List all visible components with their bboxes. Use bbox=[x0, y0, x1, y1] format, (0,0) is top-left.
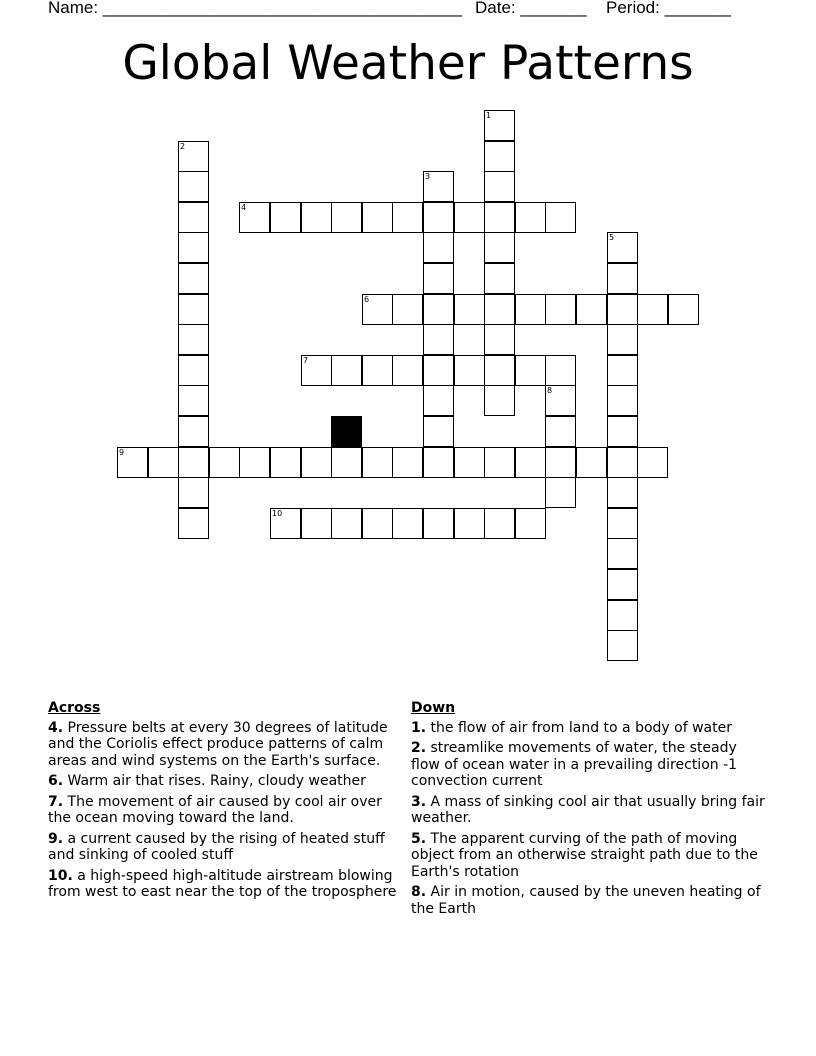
clue-text: The apparent curving of the path of moving object from an otherwise straight path due to the Earth's rotation bbox=[411, 830, 758, 880]
clue-text: Pressure belts at every 30 degrees of latitude and the Coriolis effect produce patterns of calm areas and wind systems on the Earth's surface. bbox=[48, 719, 388, 769]
grid-cell[interactable] bbox=[607, 232, 638, 263]
grid-cell[interactable] bbox=[484, 385, 515, 416]
grid-cell[interactable] bbox=[239, 202, 270, 233]
across-clue bbox=[48, 773, 406, 790]
grid-cell[interactable] bbox=[178, 294, 209, 325]
grid-cell[interactable] bbox=[607, 416, 638, 447]
grid-cell[interactable] bbox=[484, 508, 515, 539]
grid-cell[interactable] bbox=[117, 447, 148, 478]
down-heading: Down bbox=[411, 700, 456, 716]
grid-cell[interactable] bbox=[484, 171, 515, 202]
across-clue bbox=[48, 720, 406, 770]
clue-number: 6. bbox=[48, 773, 64, 789]
grid-cell[interactable] bbox=[515, 447, 546, 478]
grid-cell[interactable] bbox=[362, 508, 393, 539]
grid-cell[interactable] bbox=[301, 202, 332, 233]
grid-cell[interactable] bbox=[178, 416, 209, 447]
grid-cell[interactable] bbox=[423, 294, 454, 325]
down-clues bbox=[411, 700, 769, 921]
clue-number: 1. bbox=[411, 719, 427, 736]
clue-text: A mass of sinking cool air that usually bring fair weather. bbox=[411, 793, 765, 826]
clue-text: a current caused by the rising of heated stuff and sinking of cooled stuff bbox=[48, 830, 385, 863]
grid-cell[interactable] bbox=[362, 447, 393, 478]
grid-cell[interactable] bbox=[178, 324, 209, 355]
grid-cell[interactable] bbox=[392, 447, 423, 478]
grid-cell[interactable] bbox=[545, 477, 576, 508]
clue-number: 8. bbox=[411, 884, 427, 900]
grid-cell[interactable] bbox=[423, 508, 454, 539]
grid-cell[interactable] bbox=[178, 447, 209, 478]
clue-text: The movement of air caused by cool air over the ocean moving toward the land. bbox=[48, 793, 382, 826]
grid-cell[interactable] bbox=[545, 355, 576, 386]
grid-cell[interactable] bbox=[607, 538, 638, 569]
grid-cell[interactable] bbox=[423, 171, 454, 202]
clue-text: the flow of air from land to a body of water bbox=[430, 719, 732, 736]
grid-cell[interactable] bbox=[362, 202, 393, 233]
grid-cell[interactable] bbox=[301, 447, 332, 478]
grid-cell[interactable] bbox=[178, 263, 209, 294]
grid-cell[interactable] bbox=[545, 447, 576, 478]
clue-number: 8 bbox=[547, 386, 553, 395]
clue-number: 7. bbox=[48, 793, 64, 810]
grid-cell[interactable] bbox=[484, 141, 515, 172]
grid-cell[interactable] bbox=[515, 355, 546, 386]
across-clue bbox=[48, 868, 406, 901]
clue-number: 1 bbox=[486, 111, 492, 120]
across-clue bbox=[48, 794, 406, 827]
grid-cell[interactable] bbox=[331, 355, 362, 386]
clue-number: 10. bbox=[48, 867, 73, 884]
grid-cell[interactable] bbox=[545, 385, 576, 416]
grid-cell[interactable] bbox=[392, 508, 423, 539]
grid-cell[interactable] bbox=[148, 447, 179, 478]
grid-cell[interactable] bbox=[515, 202, 546, 233]
grid-cell[interactable] bbox=[239, 447, 270, 478]
grid-cell[interactable] bbox=[607, 630, 638, 661]
grid-cell[interactable] bbox=[454, 508, 485, 539]
grid-cell[interactable] bbox=[301, 508, 332, 539]
page-title: Global Weather Patterns bbox=[122, 36, 694, 91]
name-field-label[interactable]: Name: ______________________________________ bbox=[48, 0, 463, 17]
grid-cell[interactable] bbox=[454, 355, 485, 386]
grid-cell[interactable] bbox=[607, 477, 638, 508]
clue-number: 10 bbox=[272, 509, 283, 518]
across-clues bbox=[48, 700, 406, 905]
grid-cell[interactable] bbox=[178, 141, 209, 172]
grid-cell[interactable] bbox=[607, 385, 638, 416]
grid-cell[interactable] bbox=[454, 202, 485, 233]
grid-cell[interactable] bbox=[423, 324, 454, 355]
grid-cell[interactable] bbox=[392, 355, 423, 386]
grid-cell[interactable] bbox=[392, 202, 423, 233]
clue-number: 9. bbox=[48, 830, 64, 847]
clue-number: 7 bbox=[303, 356, 309, 365]
clue-text: streamlike movements of water, the steady flow of ocean water in a prevailing direction -1 convection current bbox=[411, 740, 738, 789]
down-clue bbox=[411, 884, 769, 917]
grid-cell[interactable] bbox=[607, 355, 638, 386]
grid-cell[interactable] bbox=[454, 447, 485, 478]
grid-cell[interactable] bbox=[607, 508, 638, 539]
period-field-label[interactable]: Period: _______ bbox=[606, 0, 731, 17]
grid-cell[interactable] bbox=[637, 447, 668, 478]
clue-number: 3 bbox=[425, 172, 431, 181]
clue-number: 5 bbox=[609, 233, 615, 242]
clue-number: 6 bbox=[364, 295, 370, 304]
clue-text: Warm air that rises. Rainy, cloudy weather bbox=[67, 773, 366, 789]
clue-text: Air in motion, caused by the uneven heating of the Earth bbox=[411, 884, 761, 917]
grid-cell[interactable] bbox=[484, 110, 515, 141]
grid-cell[interactable] bbox=[178, 508, 209, 539]
grid-cell[interactable] bbox=[484, 202, 515, 233]
grid-cell[interactable] bbox=[423, 385, 454, 416]
clue-number: 4. bbox=[48, 719, 64, 736]
grid-cell[interactable] bbox=[423, 416, 454, 447]
grid-cell[interactable] bbox=[607, 447, 638, 478]
grid-cell[interactable] bbox=[178, 232, 209, 263]
clue-number: 9 bbox=[119, 448, 125, 457]
grid-cell[interactable] bbox=[607, 294, 638, 325]
grid-cell[interactable] bbox=[515, 294, 546, 325]
grid-cell[interactable] bbox=[392, 294, 423, 325]
grid-cell[interactable] bbox=[362, 355, 393, 386]
grid-cell[interactable] bbox=[607, 263, 638, 294]
grid-cell[interactable] bbox=[423, 447, 454, 478]
grid-cell[interactable] bbox=[270, 447, 301, 478]
clue-number: 4 bbox=[241, 203, 247, 212]
grid-cell[interactable] bbox=[209, 447, 240, 478]
across-clue bbox=[48, 831, 406, 864]
grid-cell[interactable] bbox=[668, 294, 699, 325]
grid-cell[interactable] bbox=[637, 294, 668, 325]
grid-cell[interactable] bbox=[545, 416, 576, 447]
clue-number: 2. bbox=[411, 740, 427, 756]
grid-cell[interactable] bbox=[331, 202, 362, 233]
grid-cell[interactable] bbox=[545, 294, 576, 325]
grid-cell[interactable] bbox=[545, 202, 576, 233]
down-clue bbox=[411, 831, 769, 881]
across-heading: Across bbox=[48, 700, 101, 716]
grid-cell[interactable] bbox=[607, 324, 638, 355]
grid-cell[interactable] bbox=[331, 508, 362, 539]
grid-cell[interactable] bbox=[484, 324, 515, 355]
grid-cell[interactable] bbox=[607, 569, 638, 600]
grid-cell[interactable] bbox=[515, 508, 546, 539]
down-clue bbox=[411, 794, 769, 827]
clue-text: a high-speed high-altitude airstream blowing from west to east near the top of the troposphere bbox=[48, 867, 397, 900]
grid-cell[interactable] bbox=[484, 232, 515, 263]
grid-cell[interactable] bbox=[423, 355, 454, 386]
date-field-label[interactable]: Date: _______ bbox=[475, 0, 587, 17]
grid-cell[interactable] bbox=[484, 447, 515, 478]
grid-cell[interactable] bbox=[178, 171, 209, 202]
grid-cell[interactable] bbox=[178, 355, 209, 386]
grid-cell[interactable] bbox=[301, 355, 332, 386]
black-cell bbox=[331, 416, 362, 447]
grid-cell[interactable] bbox=[484, 263, 515, 294]
grid-cell[interactable] bbox=[178, 202, 209, 233]
grid-cell[interactable] bbox=[270, 202, 301, 233]
grid-cell[interactable] bbox=[576, 294, 607, 325]
grid-cell[interactable] bbox=[178, 477, 209, 508]
grid-cell[interactable] bbox=[423, 202, 454, 233]
clue-number: 3. bbox=[411, 793, 427, 810]
down-clue bbox=[411, 740, 769, 790]
grid-cell[interactable] bbox=[331, 447, 362, 478]
grid-cell[interactable] bbox=[423, 232, 454, 263]
grid-cell[interactable] bbox=[484, 294, 515, 325]
grid-cell[interactable] bbox=[362, 294, 393, 325]
grid-cell[interactable] bbox=[576, 447, 607, 478]
clue-number: 2 bbox=[180, 142, 186, 151]
grid-cell[interactable] bbox=[178, 385, 209, 416]
grid-cell[interactable] bbox=[484, 355, 515, 386]
grid-cell[interactable] bbox=[423, 263, 454, 294]
grid-cell[interactable] bbox=[270, 508, 301, 539]
grid-cell[interactable] bbox=[454, 294, 485, 325]
grid-cell[interactable] bbox=[607, 600, 638, 631]
down-clue bbox=[411, 720, 769, 737]
clue-number: 5. bbox=[411, 830, 427, 847]
